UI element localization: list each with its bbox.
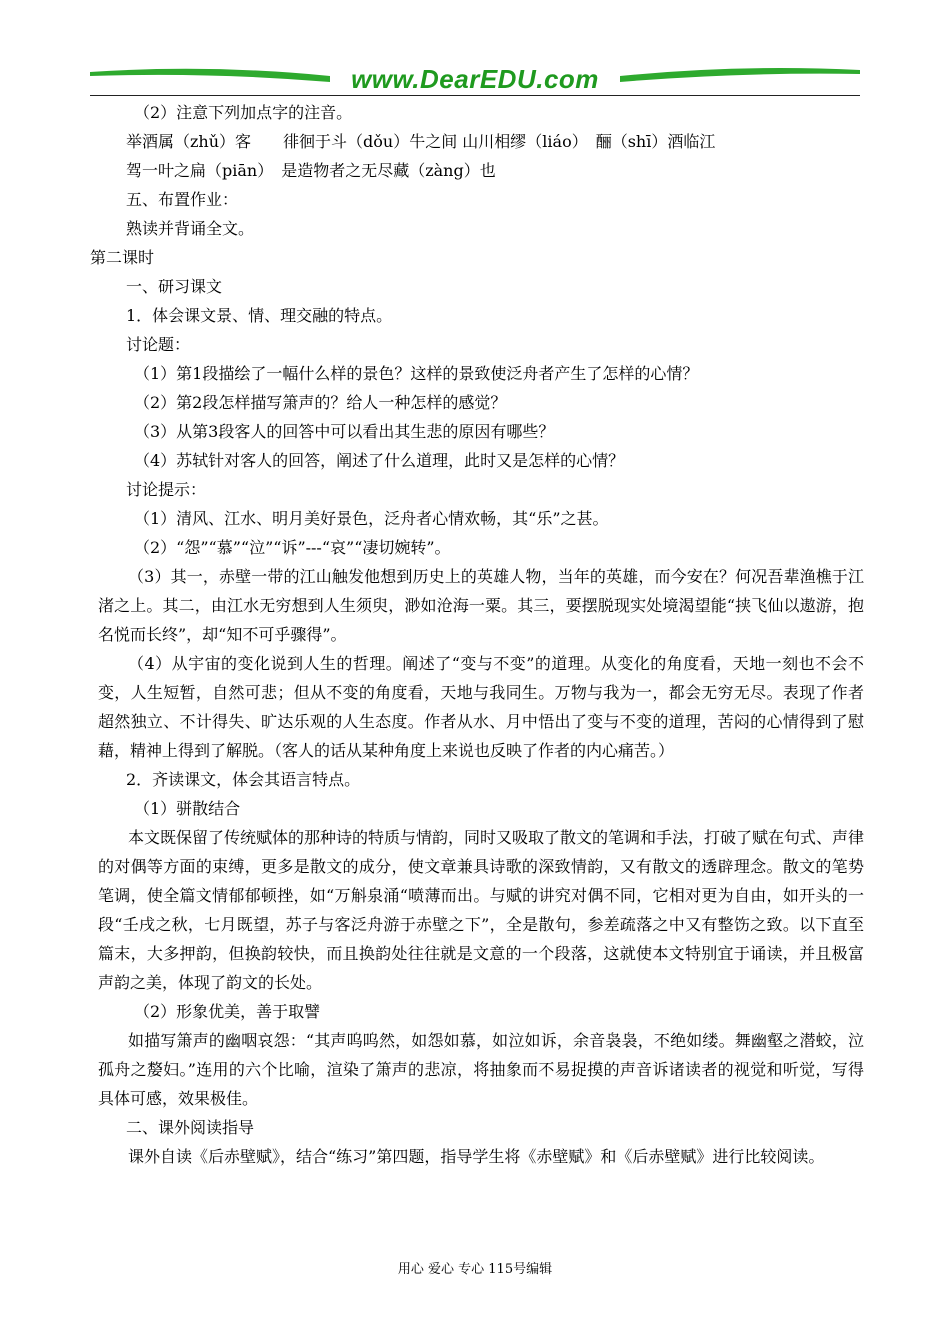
- subheading: （1）骈散结合: [134, 799, 241, 818]
- section-heading: 五、布置作业：: [126, 190, 239, 209]
- site-header: [90, 62, 860, 96]
- question-line: （4）苏轼针对客人的回答，阐述了什么道理，此时又是怎样的心情？: [134, 451, 625, 470]
- body-paragraph: 课外自读《后赤壁赋》，结合“练习”第四题，指导学生将《赤壁赋》和《后赤壁赋》进行比较阅读。: [128, 1147, 825, 1166]
- lesson-heading: 第二课时: [90, 248, 155, 267]
- question-line: （3）从第3段客人的回答中可以看出其生悲的原因有哪些？: [134, 422, 555, 441]
- header-rule: [90, 95, 860, 96]
- text-line: 2．齐读课文，体会其语言特点。: [126, 770, 361, 789]
- site-logo: www.DearEDU.com: [351, 64, 599, 94]
- answer-line: （1）清风、江水、明月美好景色，泛舟者心情欢畅，其“乐”之甚。: [134, 509, 609, 528]
- text-line: 熟读并背诵全文。: [126, 219, 255, 238]
- document-body: [90, 98, 865, 1171]
- text-line: 讨论提示：: [126, 480, 207, 499]
- body-paragraph: 如描写箫声的幽咽哀怨：“其声呜呜然，如怨如慕，如泣如诉，余音袅袅，不绝如缕。舞幽壑之潜蛟，泣孤舟之嫠妇。”连用的六个比喻，渲染了箫声的悲凉，将抽象而不易捉摸的声音诉诸读者的视觉和听觉，写得具体可感，效果极佳。: [98, 1031, 864, 1108]
- answer-line: （2）“怨”“慕”“泣”“诉”---“哀”“凄切婉转”。: [134, 538, 451, 557]
- page-footer: 用心 爱心 专心 115号编辑: [397, 1262, 553, 1277]
- question-line: （2）第2段怎样描写箫声的？给人一种怎样的感觉？: [134, 393, 507, 412]
- answer-paragraph: （3）其一，赤壁一带的江山触发他想到历史上的英雄人物，当年的英雄，而今安在？何况吾辈渔樵于江渚之上。其二，由江水无穷想到人生须臾，渺如沧海一粟。其三，要摆脱现实处境渴望能“挟飞仙以遨游，抱名悦而长终”，却“知不可乎骤得”。: [98, 567, 864, 644]
- section-heading: 二、课外阅读指导: [126, 1118, 255, 1137]
- text-line: 举酒属（zhǔ）客 徘徊于斗（dǒu）牛之间 山川相缪（liáo） 酾（shī）酒临江: [126, 132, 716, 151]
- subheading: （2）形象优美，善于取譬: [134, 1002, 321, 1021]
- question-line: （1）第1段描绘了一幅什么样的景色？这样的景致使泛舟者产生了怎样的心情？: [134, 364, 699, 383]
- text-line: 讨论题：: [126, 335, 191, 354]
- section-heading: 一、研习课文: [126, 277, 223, 296]
- text-line: 驾一叶之扁（piān） 是造物者之无尽藏（zàng）也: [126, 161, 496, 180]
- text-line: 1．体会课文景、情、理交融的特点。: [126, 306, 393, 325]
- answer-paragraph: （4）从宇宙的变化说到人生的哲理。阐述了“变与不变”的道理。从变化的角度看，天地一刻也不会不变，人生短暂，自然可悲；但从不变的角度看，天地与我同生。万物与我为一，都会无穷无尽。表现了作者超然独立、不计得失、旷达乐观的人生态度。作者从水、月中悟出了变与不变的道理，苦闷的心情得到了慰藉，精神上得到了解脱。（客人的话从某种角度上来说也反映了作者的内心痛苦。）: [98, 654, 864, 760]
- body-paragraph: 本文既保留了传统赋体的那种诗的特质与情韵，同时又吸取了散文的笔调和手法，打破了赋在句式、声律的对偶等方面的束缚，更多是散文的成分，使文章兼具诗歌的深致情韵，又有散文的透辟理念。散文的笔势笔调，使全篇文情郁郁顿挫，如“万斛泉涌“喷薄而出。与赋的讲究对偶不同，它相对更为自由，如开头的一段“壬戌之秋，七月既望，苏子与客泛舟游于赤壁之下”，全是散句，参差疏落之中又有整饬之致。以下直至篇末，大多押韵，但换韵较快，而且换韵处往往就是文意的一个段落，这就使本文特别宜于诵读，并且极富声韵之美，体现了韵文的长处。: [98, 828, 865, 992]
- text-line: （2）注意下列加点字的注音。: [134, 103, 353, 122]
